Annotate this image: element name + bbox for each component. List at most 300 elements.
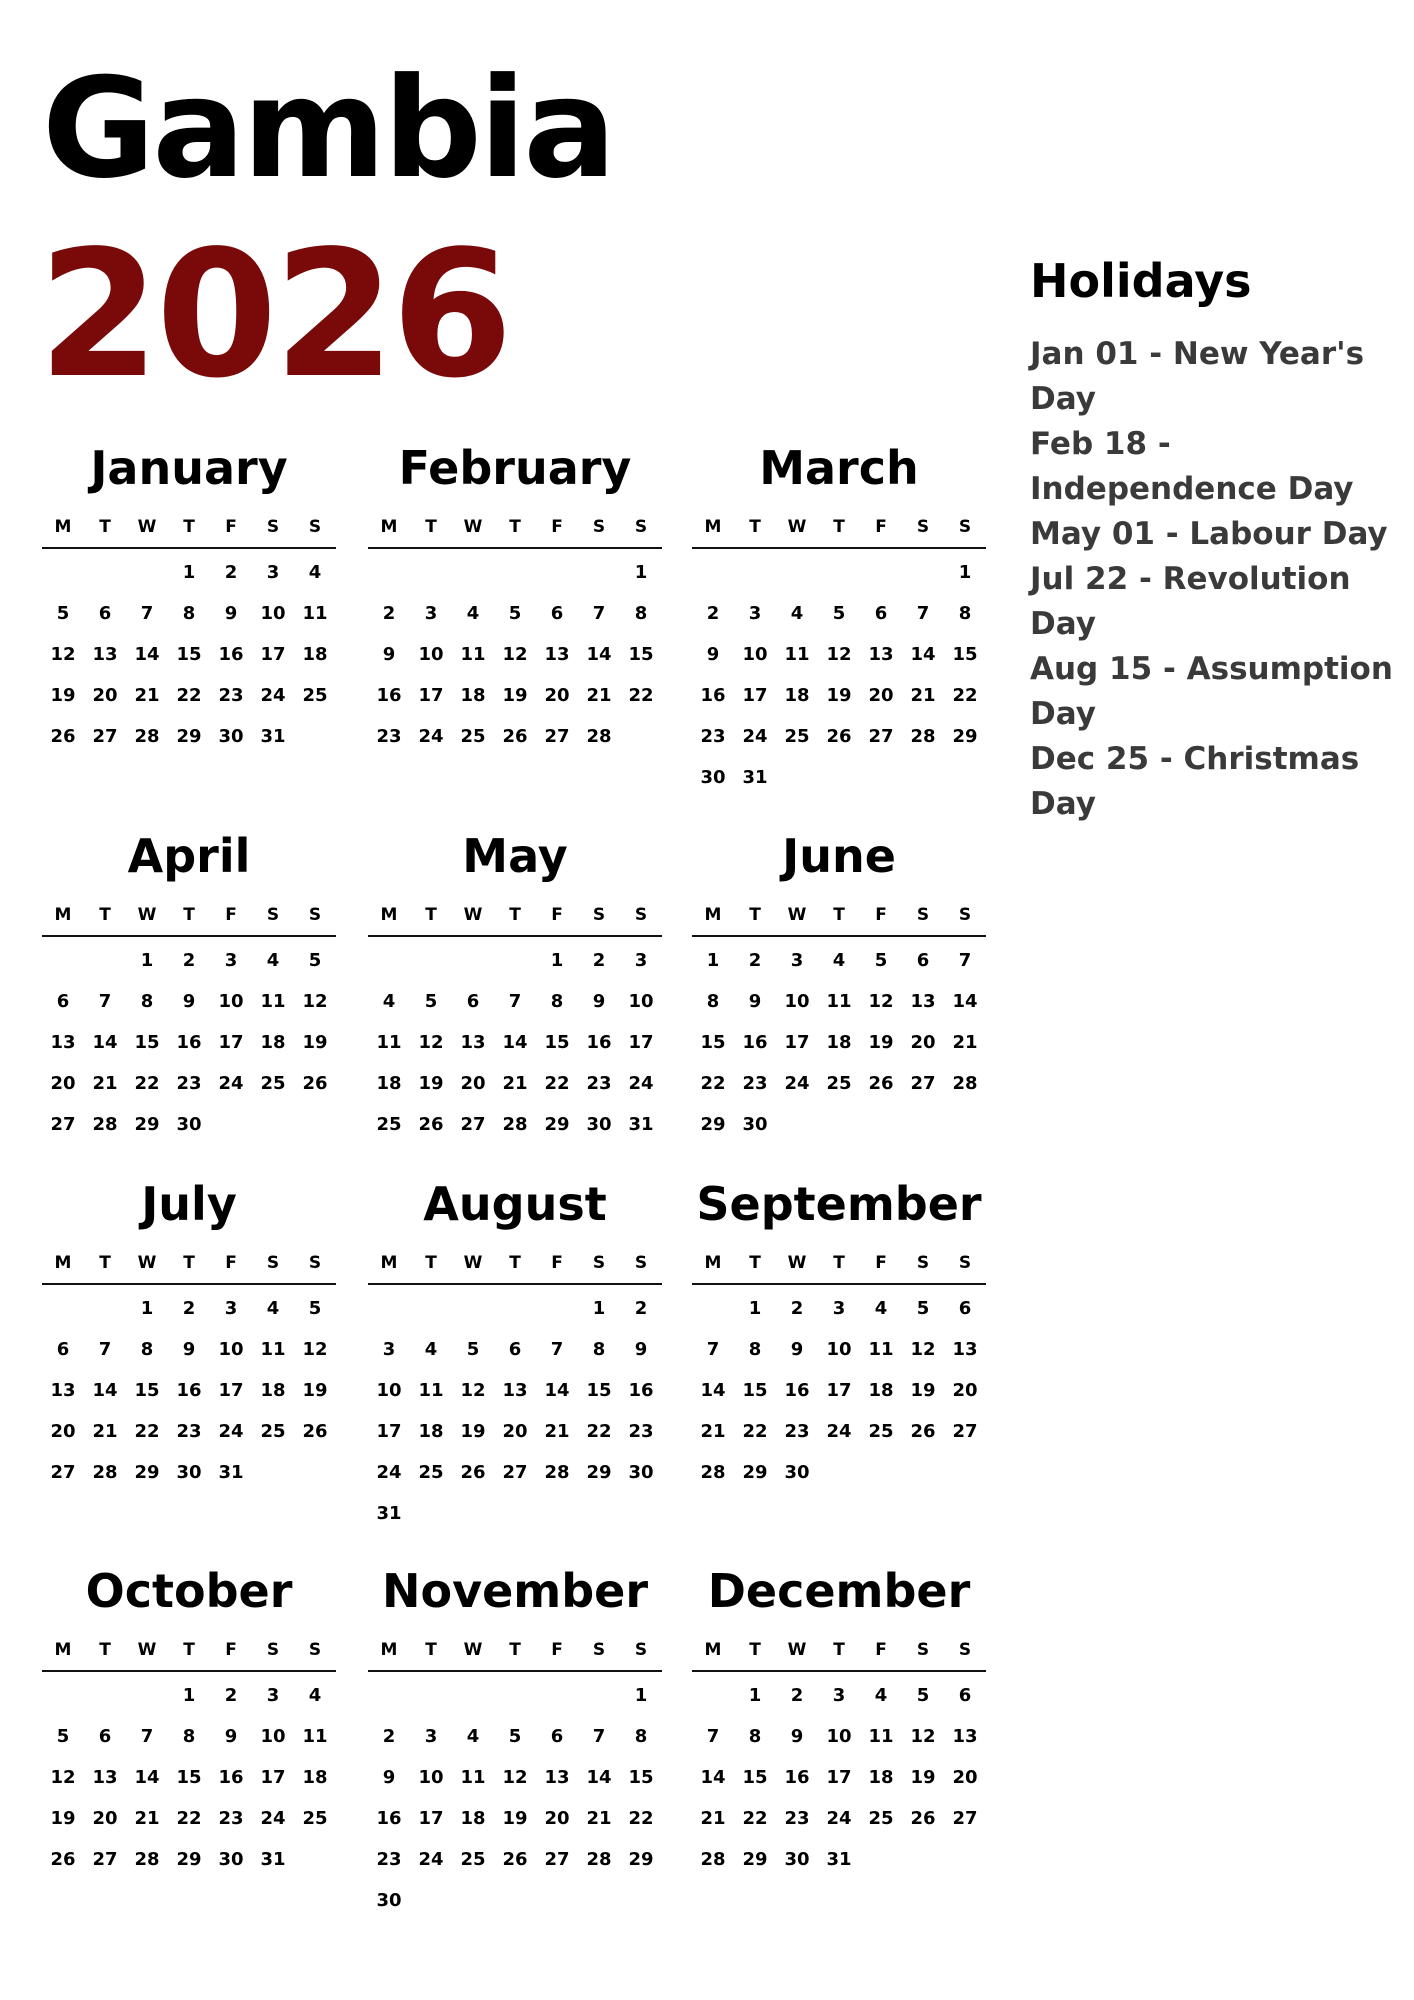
weekday-label: T bbox=[183, 1253, 195, 1273]
day-cell: 23 bbox=[218, 1808, 244, 1829]
day-cell: 21 bbox=[700, 1808, 726, 1829]
holiday-item: Aug 15 - Assumption Day bbox=[1030, 651, 1393, 732]
day-cell: 26 bbox=[460, 1462, 486, 1483]
empty-cell bbox=[902, 561, 944, 602]
day-cell: 13 bbox=[460, 1032, 486, 1053]
day-cell: 2 bbox=[182, 1298, 196, 1319]
day-cell: 15 bbox=[742, 1767, 768, 1788]
weekday-label: W bbox=[463, 517, 483, 537]
day-cell: 11 bbox=[460, 644, 486, 665]
empty-cell bbox=[42, 1684, 84, 1725]
weekday-label: F bbox=[551, 905, 563, 925]
day-cell: 14 bbox=[92, 1380, 118, 1401]
month-title: December bbox=[707, 1564, 971, 1618]
weekday-label: S bbox=[592, 1253, 606, 1273]
day-cell: 9 bbox=[224, 1726, 238, 1747]
weekday-label: W bbox=[137, 1253, 157, 1273]
weekday-label: F bbox=[225, 517, 237, 537]
day-cell: 28 bbox=[134, 726, 160, 747]
weekday-label: S bbox=[634, 1640, 648, 1660]
day-cell: 18 bbox=[260, 1032, 286, 1053]
day-cell: 2 bbox=[790, 1685, 804, 1706]
day-cell: 1 bbox=[634, 562, 648, 583]
day-cell: 14 bbox=[134, 1767, 160, 1788]
day-cell: 21 bbox=[952, 1032, 978, 1053]
day-cell: 12 bbox=[50, 1767, 76, 1788]
weekday-label: F bbox=[875, 1640, 887, 1660]
day-cell: 8 bbox=[706, 991, 720, 1012]
day-cell: 4 bbox=[790, 603, 804, 624]
day-cell: 23 bbox=[784, 1421, 810, 1442]
day-cell: 26 bbox=[868, 1073, 894, 1094]
day-cell: 15 bbox=[742, 1380, 768, 1401]
day-cell: 27 bbox=[460, 1114, 486, 1135]
day-cell: 21 bbox=[910, 685, 936, 706]
day-cell: 19 bbox=[302, 1380, 328, 1401]
day-cell: 18 bbox=[460, 685, 486, 706]
day-cell: 1 bbox=[140, 950, 154, 971]
day-cell: 31 bbox=[218, 1462, 244, 1483]
day-cell: 21 bbox=[586, 685, 612, 706]
weekday-label: M bbox=[704, 905, 722, 925]
day-grid bbox=[368, 549, 662, 766]
day-cell: 22 bbox=[176, 1808, 202, 1829]
weekday-label: F bbox=[225, 1253, 237, 1273]
day-cell: 6 bbox=[958, 1298, 972, 1319]
empty-cell bbox=[452, 949, 494, 990]
day-cell: 28 bbox=[134, 1849, 160, 1870]
day-cell: 26 bbox=[910, 1421, 936, 1442]
day-cell: 9 bbox=[382, 1767, 396, 1788]
day-cell: 16 bbox=[784, 1767, 810, 1788]
day-cell: 27 bbox=[868, 726, 894, 747]
day-cell: 30 bbox=[628, 1462, 654, 1483]
day-cell: 27 bbox=[50, 1114, 76, 1135]
day-cell: 25 bbox=[784, 726, 810, 747]
day-cell: 11 bbox=[826, 991, 852, 1012]
weekday-label: W bbox=[137, 905, 157, 925]
day-cell: 12 bbox=[460, 1380, 486, 1401]
weekday-label: S bbox=[634, 1253, 648, 1273]
day-cell: 18 bbox=[418, 1421, 444, 1442]
weekday-label: T bbox=[749, 1253, 761, 1273]
day-cell: 11 bbox=[868, 1726, 894, 1747]
empty-cell bbox=[368, 1297, 410, 1338]
month-title: October bbox=[85, 1564, 293, 1618]
day-cell: 1 bbox=[182, 1685, 196, 1706]
day-cell: 16 bbox=[218, 644, 244, 665]
weekday-label: S bbox=[958, 1253, 972, 1273]
day-cell: 5 bbox=[56, 603, 70, 624]
day-cell: 28 bbox=[700, 1849, 726, 1870]
day-cell: 20 bbox=[460, 1073, 486, 1094]
day-cell: 7 bbox=[592, 1726, 606, 1747]
day-cell: 30 bbox=[784, 1462, 810, 1483]
month-may bbox=[368, 830, 662, 1154]
weekday-label: W bbox=[463, 905, 483, 925]
weekday-label: S bbox=[958, 905, 972, 925]
day-cell: 5 bbox=[308, 950, 322, 971]
day-cell: 2 bbox=[592, 950, 606, 971]
weekday-label: M bbox=[54, 517, 72, 537]
day-cell: 22 bbox=[544, 1073, 570, 1094]
holidays-title: Holidays bbox=[1030, 254, 1252, 308]
day-cell: 29 bbox=[544, 1114, 570, 1135]
day-cell: 4 bbox=[466, 1726, 480, 1747]
day-cell: 15 bbox=[628, 644, 654, 665]
day-cell: 3 bbox=[790, 950, 804, 971]
day-cell: 16 bbox=[784, 1380, 810, 1401]
day-cell: 29 bbox=[952, 726, 978, 747]
day-cell: 8 bbox=[748, 1339, 762, 1360]
weekday-label: S bbox=[916, 1253, 930, 1273]
day-cell: 30 bbox=[218, 1849, 244, 1870]
day-cell: 6 bbox=[98, 1726, 112, 1747]
weekday-label: S bbox=[266, 1253, 280, 1273]
day-cell: 10 bbox=[418, 644, 444, 665]
weekday-label: T bbox=[425, 1253, 437, 1273]
day-cell: 15 bbox=[628, 1767, 654, 1788]
day-cell: 14 bbox=[134, 644, 160, 665]
day-cell: 20 bbox=[50, 1073, 76, 1094]
weekday-label: T bbox=[425, 905, 437, 925]
day-cell: 8 bbox=[634, 603, 648, 624]
day-cell: 20 bbox=[952, 1767, 978, 1788]
month-title: March bbox=[759, 441, 919, 495]
day-cell: 3 bbox=[424, 603, 438, 624]
holiday-item: Dec 25 - Christmas Day bbox=[1030, 741, 1360, 822]
day-cell: 26 bbox=[50, 726, 76, 747]
empty-cell bbox=[368, 949, 410, 990]
day-cell: 23 bbox=[176, 1421, 202, 1442]
weekday-label: F bbox=[875, 905, 887, 925]
weekday-label: S bbox=[958, 1640, 972, 1660]
day-cell: 8 bbox=[140, 1339, 154, 1360]
day-cell: 27 bbox=[502, 1462, 528, 1483]
empty-cell bbox=[818, 561, 860, 602]
day-cell: 16 bbox=[586, 1032, 612, 1053]
day-cell: 21 bbox=[134, 685, 160, 706]
weekday-label: M bbox=[380, 1253, 398, 1273]
day-cell: 9 bbox=[382, 644, 396, 665]
day-cell: 19 bbox=[826, 685, 852, 706]
day-cell: 22 bbox=[586, 1421, 612, 1442]
day-cell: 22 bbox=[742, 1421, 768, 1442]
weekday-label: F bbox=[225, 905, 237, 925]
day-cell: 24 bbox=[218, 1421, 244, 1442]
year-title: 2026 bbox=[38, 214, 510, 417]
day-cell: 20 bbox=[544, 1808, 570, 1829]
day-cell: 2 bbox=[790, 1298, 804, 1319]
day-cell: 18 bbox=[868, 1380, 894, 1401]
day-cell: 30 bbox=[218, 726, 244, 747]
country-title: Gambia bbox=[42, 48, 614, 209]
day-cell: 24 bbox=[826, 1421, 852, 1442]
day-cell: 16 bbox=[376, 1808, 402, 1829]
weekday-label: M bbox=[704, 1640, 722, 1660]
day-cell: 31 bbox=[628, 1114, 654, 1135]
day-cell: 2 bbox=[706, 603, 720, 624]
day-cell: 23 bbox=[700, 726, 726, 747]
day-cell: 2 bbox=[224, 1685, 238, 1706]
weekday-label: S bbox=[308, 1640, 322, 1660]
day-cell: 11 bbox=[868, 1339, 894, 1360]
day-cell: 1 bbox=[592, 1298, 606, 1319]
weekday-label: T bbox=[425, 517, 437, 537]
day-cell: 22 bbox=[134, 1421, 160, 1442]
day-cell: 23 bbox=[176, 1073, 202, 1094]
day-cell: 7 bbox=[550, 1339, 564, 1360]
day-cell: 13 bbox=[92, 644, 118, 665]
weekday-label: T bbox=[425, 1640, 437, 1660]
day-cell: 12 bbox=[502, 644, 528, 665]
day-cell: 19 bbox=[502, 1808, 528, 1829]
day-cell: 17 bbox=[418, 1808, 444, 1829]
day-cell: 24 bbox=[826, 1808, 852, 1829]
day-cell: 6 bbox=[958, 1685, 972, 1706]
day-cell: 6 bbox=[98, 603, 112, 624]
day-cell: 29 bbox=[628, 1849, 654, 1870]
day-cell: 24 bbox=[376, 1462, 402, 1483]
day-cell: 19 bbox=[302, 1032, 328, 1053]
empty-cell bbox=[368, 561, 410, 602]
day-cell: 13 bbox=[92, 1767, 118, 1788]
day-cell: 3 bbox=[832, 1685, 846, 1706]
day-cell: 16 bbox=[742, 1032, 768, 1053]
day-cell: 24 bbox=[418, 1849, 444, 1870]
day-cell: 6 bbox=[874, 603, 888, 624]
day-cell: 9 bbox=[790, 1726, 804, 1747]
day-cell: 25 bbox=[826, 1073, 852, 1094]
day-cell: 22 bbox=[628, 1808, 654, 1829]
day-cell: 4 bbox=[308, 562, 322, 583]
day-cell: 2 bbox=[182, 950, 196, 971]
weekday-header bbox=[692, 1640, 986, 1672]
empty-cell bbox=[126, 561, 168, 602]
day-cell: 25 bbox=[260, 1421, 286, 1442]
day-cell: 19 bbox=[910, 1767, 936, 1788]
weekday-label: F bbox=[551, 1253, 563, 1273]
day-cell: 13 bbox=[952, 1726, 978, 1747]
day-cell: 15 bbox=[134, 1380, 160, 1401]
weekday-header bbox=[368, 517, 662, 549]
day-cell: 20 bbox=[544, 685, 570, 706]
weekday-label: T bbox=[509, 1253, 521, 1273]
day-cell: 13 bbox=[50, 1380, 76, 1401]
day-cell: 2 bbox=[382, 603, 396, 624]
day-cell: 28 bbox=[910, 726, 936, 747]
weekday-label: T bbox=[99, 1253, 111, 1273]
weekday-header bbox=[692, 517, 986, 549]
day-cell: 9 bbox=[790, 1339, 804, 1360]
empty-cell bbox=[126, 1684, 168, 1725]
day-cell: 12 bbox=[302, 1339, 328, 1360]
month-title: November bbox=[381, 1564, 649, 1618]
month-april bbox=[42, 830, 336, 1154]
day-cell: 11 bbox=[376, 1032, 402, 1053]
weekday-label: M bbox=[380, 1640, 398, 1660]
month-title: April bbox=[127, 829, 251, 883]
weekday-label: W bbox=[463, 1253, 483, 1273]
weekday-label: S bbox=[308, 517, 322, 537]
weekday-label: W bbox=[787, 905, 807, 925]
day-cell: 26 bbox=[502, 1849, 528, 1870]
day-cell: 29 bbox=[176, 726, 202, 747]
weekday-label: S bbox=[634, 905, 648, 925]
day-cell: 16 bbox=[376, 685, 402, 706]
day-cell: 21 bbox=[586, 1808, 612, 1829]
day-cell: 5 bbox=[916, 1685, 930, 1706]
empty-cell bbox=[494, 561, 536, 602]
day-cell: 12 bbox=[418, 1032, 444, 1053]
day-cell: 29 bbox=[176, 1849, 202, 1870]
weekday-label: F bbox=[225, 1640, 237, 1660]
day-cell: 24 bbox=[742, 726, 768, 747]
day-cell: 30 bbox=[700, 767, 726, 788]
day-cell: 25 bbox=[460, 1849, 486, 1870]
day-cell: 23 bbox=[218, 685, 244, 706]
day-cell: 11 bbox=[260, 1339, 286, 1360]
weekday-label: S bbox=[308, 1253, 322, 1273]
day-cell: 10 bbox=[742, 644, 768, 665]
day-cell: 21 bbox=[502, 1073, 528, 1094]
weekday-label: T bbox=[99, 1640, 111, 1660]
day-cell: 20 bbox=[92, 685, 118, 706]
day-cell: 24 bbox=[218, 1073, 244, 1094]
month-june bbox=[692, 830, 986, 1154]
holiday-item: Feb 18 - Independence Day bbox=[1030, 426, 1354, 507]
empty-cell bbox=[410, 1297, 452, 1338]
day-cell: 4 bbox=[874, 1298, 888, 1319]
holiday-item: Jul 22 - Revolution Day bbox=[1030, 561, 1351, 642]
day-cell: 13 bbox=[50, 1032, 76, 1053]
day-cell: 11 bbox=[460, 1767, 486, 1788]
day-cell: 3 bbox=[224, 1298, 238, 1319]
day-cell: 1 bbox=[182, 562, 196, 583]
month-march bbox=[692, 442, 986, 807]
weekday-label: W bbox=[463, 1640, 483, 1660]
day-cell: 11 bbox=[784, 644, 810, 665]
day-cell: 6 bbox=[916, 950, 930, 971]
day-cell: 22 bbox=[176, 685, 202, 706]
day-grid bbox=[42, 937, 336, 1154]
day-cell: 30 bbox=[586, 1114, 612, 1135]
day-cell: 9 bbox=[224, 603, 238, 624]
day-cell: 21 bbox=[134, 1808, 160, 1829]
day-cell: 3 bbox=[266, 1685, 280, 1706]
weekday-label: S bbox=[308, 905, 322, 925]
month-july bbox=[42, 1178, 336, 1502]
day-cell: 5 bbox=[874, 950, 888, 971]
empty-cell bbox=[452, 1684, 494, 1725]
day-cell: 20 bbox=[92, 1808, 118, 1829]
month-title: September bbox=[696, 1177, 982, 1231]
weekday-label: M bbox=[54, 1640, 72, 1660]
day-cell: 30 bbox=[176, 1114, 202, 1135]
day-cell: 16 bbox=[176, 1032, 202, 1053]
day-cell: 9 bbox=[634, 1339, 648, 1360]
day-cell: 29 bbox=[742, 1849, 768, 1870]
day-cell: 19 bbox=[50, 685, 76, 706]
day-cell: 7 bbox=[958, 950, 972, 971]
day-grid bbox=[42, 1285, 336, 1502]
day-cell: 15 bbox=[176, 644, 202, 665]
day-cell: 17 bbox=[784, 1032, 810, 1053]
day-cell: 6 bbox=[56, 991, 70, 1012]
day-cell: 12 bbox=[502, 1767, 528, 1788]
day-cell: 29 bbox=[586, 1462, 612, 1483]
holiday-item: Jan 01 - New Year's Day bbox=[1030, 336, 1365, 417]
day-cell: 13 bbox=[544, 1767, 570, 1788]
day-cell: 19 bbox=[868, 1032, 894, 1053]
empty-cell bbox=[692, 1297, 734, 1338]
day-cell: 16 bbox=[628, 1380, 654, 1401]
empty-cell bbox=[84, 949, 126, 990]
day-cell: 22 bbox=[628, 685, 654, 706]
day-cell: 12 bbox=[910, 1339, 936, 1360]
day-cell: 15 bbox=[544, 1032, 570, 1053]
day-cell: 14 bbox=[700, 1380, 726, 1401]
day-cell: 27 bbox=[544, 726, 570, 747]
month-august bbox=[368, 1178, 662, 1543]
day-cell: 28 bbox=[586, 726, 612, 747]
weekday-label: W bbox=[137, 1640, 157, 1660]
weekday-label: M bbox=[704, 1253, 722, 1273]
day-cell: 26 bbox=[418, 1114, 444, 1135]
weekday-label: F bbox=[551, 1640, 563, 1660]
day-cell: 5 bbox=[56, 1726, 70, 1747]
weekday-label: S bbox=[958, 517, 972, 537]
weekday-label: F bbox=[875, 517, 887, 537]
weekday-label: M bbox=[380, 905, 398, 925]
day-cell: 20 bbox=[952, 1380, 978, 1401]
weekday-label: T bbox=[183, 1640, 195, 1660]
day-cell: 20 bbox=[502, 1421, 528, 1442]
empty-cell bbox=[42, 1297, 84, 1338]
day-cell: 2 bbox=[748, 950, 762, 971]
day-cell: 30 bbox=[784, 1849, 810, 1870]
weekday-label: T bbox=[509, 1640, 521, 1660]
day-cell: 24 bbox=[418, 726, 444, 747]
day-cell: 8 bbox=[592, 1339, 606, 1360]
day-cell: 16 bbox=[176, 1380, 202, 1401]
day-cell: 6 bbox=[508, 1339, 522, 1360]
day-cell: 17 bbox=[628, 1032, 654, 1053]
day-cell: 29 bbox=[742, 1462, 768, 1483]
day-cell: 9 bbox=[748, 991, 762, 1012]
day-cell: 4 bbox=[308, 1685, 322, 1706]
weekday-label: W bbox=[787, 1253, 807, 1273]
weekday-label: T bbox=[509, 517, 521, 537]
day-cell: 1 bbox=[748, 1685, 762, 1706]
weekday-label: T bbox=[833, 1640, 845, 1660]
empty-cell bbox=[536, 1297, 578, 1338]
day-cell: 12 bbox=[868, 991, 894, 1012]
day-grid bbox=[42, 1672, 336, 1889]
day-cell: 10 bbox=[826, 1726, 852, 1747]
empty-cell bbox=[84, 1684, 126, 1725]
holiday-item: May 01 - Labour Day bbox=[1030, 516, 1388, 552]
day-cell: 23 bbox=[376, 1849, 402, 1870]
day-cell: 21 bbox=[700, 1421, 726, 1442]
weekday-label: S bbox=[592, 905, 606, 925]
empty-cell bbox=[494, 1684, 536, 1725]
weekday-header bbox=[368, 1253, 662, 1285]
empty-cell bbox=[84, 1297, 126, 1338]
weekday-header bbox=[692, 905, 986, 937]
day-cell: 7 bbox=[140, 603, 154, 624]
day-cell: 18 bbox=[826, 1032, 852, 1053]
